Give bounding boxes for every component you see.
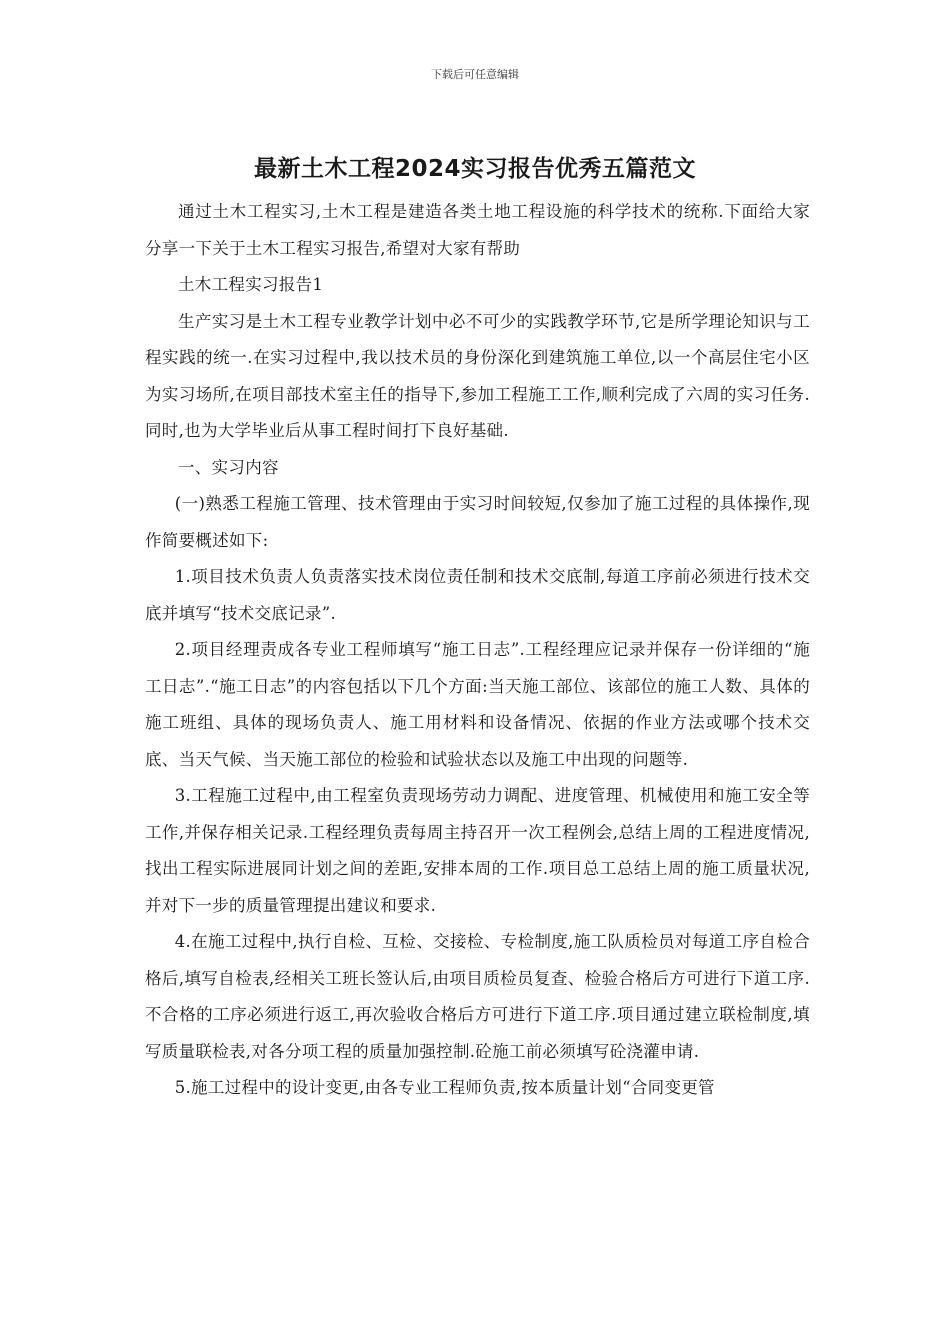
header-note: 下载后可任意编辑 <box>431 68 519 81</box>
list-item: 1.项目技术负责人负责落实技术岗位责任制和技术交底制,每道工序前必须进行技术交底并填写“技术交底记录”. <box>145 567 810 623</box>
list-item: 5.施工过程中的设计变更,由各专业工程师负责,按本质量计划“合同变更管 <box>174 1078 715 1097</box>
list-item: 2.项目经理责成各专业工程师填写“施工日志”.工程经理应记录并保存一份详细的“施工日志”.“施工日志”的内容包括以下几个方面:当天施工部位、该部位的施工人数、具体的施工班组、具体的现场负责人、施工用材料和设备情况、依据的作业方法或哪个技术交底、当天气候、当天施工部位的检验和试验状态以及施工中出现的问题等. <box>145 640 810 769</box>
list-item: 4.在施工过程中,执行自检、互检、交接检、专检制度,施工队质检员对每道工序自检合格后,填写自检表,经相关工班长签认后,由项目质检员复查、检验合格后方可进行下道工序.不合格的工序必须进行返工,再次验收合格后方可进行下道工序.项目通过建立联检制度,填写质量联检表,对各分项工程的质量加强控制.砼施工前必须填写砼浇灌申请. <box>145 932 810 1061</box>
paragraph-intro: 通过土木工程实习,土木工程是建造各类土地工程设施的科学技术的统称.下面给大家分享一下关于土木工程实习报告,希望对大家有帮助 <box>145 202 810 258</box>
paragraph-section-heading: 土木工程实习报告1 <box>178 275 324 294</box>
paragraph: 生产实习是土木工程专业教学计划中必不可少的实践教学环节,它是所学理论知识与工程实践的统一.在实习过程中,我以技术员的身份深化到建筑施工单位,以一个高层住宅小区为实习场所,在项目部技术室主任的指导下,参加工程施工工作,顺利完成了六周的实习任务.同时,也为大学毕业后从事工程时间打下良好基础. <box>145 311 810 440</box>
paragraph-subheading: 一、实习内容 <box>178 457 279 477</box>
paragraph: (一)熟悉工程施工管理、技术管理由于实习时间较短,仅参加了施工过程的具体操作,现作简要概述如下: <box>145 494 810 550</box>
document-title: 最新土木工程2024实习报告优秀五篇范文 <box>253 156 696 182</box>
document-body <box>145 194 810 1107</box>
list-item: 3.工程施工过程中,由工程室负责现场劳动力调配、进度管理、机械使用和施工安全等工作,并保存相关记录.工程经理负责每周主持召开一次工程例会,总结上周的工程进度情况,找出工程实际进展同计划之间的差距,安排本周的工作.项目总工总结上周的施工质量状况,并对下一步的质量管理提出建议和要求. <box>145 786 810 915</box>
